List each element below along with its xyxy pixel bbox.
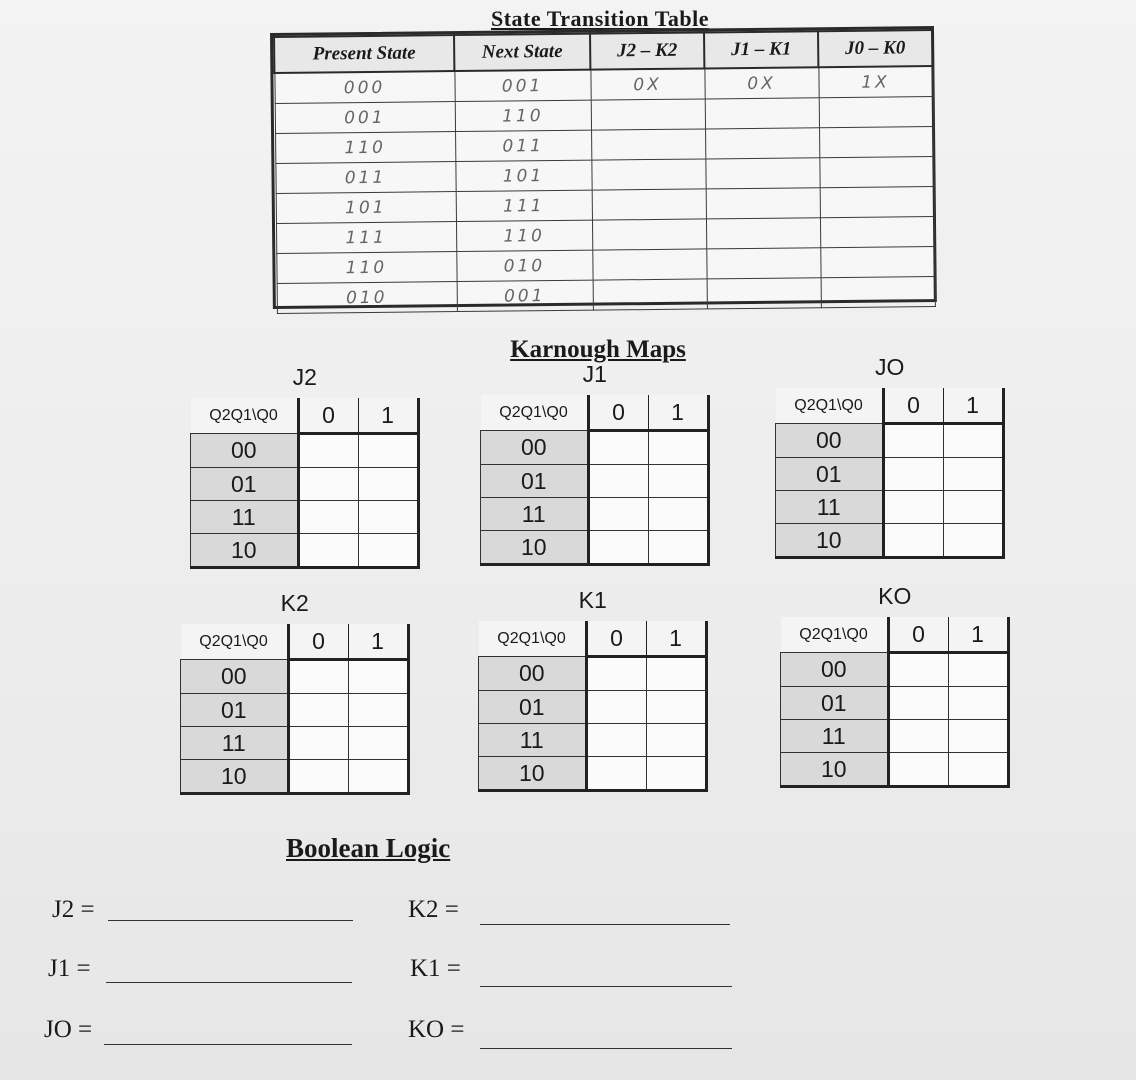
kmap-col-header: 1 (948, 617, 1008, 653)
kmap-label: K2 (280, 590, 309, 616)
kmap-cell[interactable] (298, 534, 358, 568)
present-state-cell: 111 (276, 222, 456, 254)
kmap-cell[interactable] (883, 491, 943, 524)
excitation-cell[interactable] (591, 129, 705, 160)
kmap-corner-label: Q2Q1\Q0 (781, 617, 889, 653)
kmap-col-header: 0 (888, 617, 948, 653)
kmap-cell[interactable] (586, 657, 646, 691)
kmap-cell[interactable] (348, 660, 408, 694)
kmap-cell[interactable] (648, 431, 708, 465)
header-next-state: Next State (454, 34, 590, 71)
excitation-cell[interactable] (705, 128, 819, 159)
kmap-cell[interactable] (948, 753, 1008, 787)
kmap-cell[interactable] (646, 757, 706, 791)
kmap-row-header: 10 (191, 534, 299, 568)
kmap-row-header: 00 (181, 660, 289, 694)
kmap-row-header: 01 (776, 458, 884, 491)
excitation-cell[interactable] (705, 98, 819, 129)
kmap-corner-label: Q2Q1\Q0 (481, 395, 589, 431)
excitation-cell[interactable] (592, 219, 706, 250)
kmap-cell[interactable] (358, 534, 418, 568)
kmap-cell[interactable] (948, 653, 1008, 687)
present-state-cell: 010 (277, 282, 457, 314)
next-state-cell: 001 (454, 70, 590, 102)
kmap-col-header: 1 (648, 395, 708, 431)
kmap-cell[interactable] (648, 531, 708, 565)
kmap-cell[interactable] (298, 434, 358, 468)
excitation-cell[interactable] (593, 279, 707, 310)
kmap-cell[interactable] (358, 434, 418, 468)
kmap-row-header: 10 (781, 753, 889, 787)
kmap-row-header: 01 (191, 468, 299, 501)
state-transition-table (270, 26, 937, 309)
present-state-cell: 110 (275, 132, 455, 164)
kmap-row-header: 11 (481, 498, 589, 531)
next-state-cell: 010 (456, 250, 592, 281)
kmap-row-header: 01 (481, 465, 589, 498)
kmap-col-header: 0 (588, 395, 648, 431)
kmap-cell[interactable] (288, 694, 348, 727)
kmap-corner-label: Q2Q1\Q0 (191, 398, 299, 434)
kmap-col-header: 0 (586, 621, 646, 657)
kmap-row-header: 11 (781, 720, 889, 753)
eq-k2-label: K2 = (408, 896, 459, 923)
kmap-row-header: 11 (776, 491, 884, 524)
kmap-cell[interactable] (586, 724, 646, 757)
present-state-cell: 110 (276, 252, 456, 284)
kmap-col-header: 0 (883, 388, 943, 424)
kmap-cell[interactable] (646, 691, 706, 724)
excitation-cell[interactable] (819, 127, 933, 158)
next-state-cell: 011 (455, 130, 591, 161)
kmap-cell[interactable] (948, 720, 1008, 753)
present-state-cell: 101 (276, 192, 456, 224)
excitation-cell[interactable] (819, 157, 933, 188)
kmap-cell[interactable] (943, 524, 1003, 558)
kmap-row-header: 00 (776, 424, 884, 458)
present-state-cell: 011 (275, 162, 455, 194)
kmap-cell[interactable] (646, 724, 706, 757)
eq-j0-answer-line[interactable] (104, 1044, 352, 1045)
eq-j0-label: JO = (44, 1016, 93, 1043)
eq-j1-answer-line[interactable] (106, 982, 352, 983)
kmap-label: K1 (578, 587, 607, 613)
kmap-cell[interactable] (588, 465, 648, 498)
kmap-col-header: 0 (288, 624, 348, 660)
header-present-state: Present State (274, 35, 454, 73)
kmap-cell[interactable] (883, 524, 943, 558)
present-state-cell: 000 (274, 71, 454, 103)
kmap-j2 (190, 364, 420, 569)
excitation-cell[interactable] (820, 217, 934, 248)
kmap-cell[interactable] (358, 468, 418, 501)
excitation-cell[interactable] (820, 187, 934, 218)
excitation-cell[interactable]: 0X (590, 68, 704, 100)
excitation-cell[interactable] (706, 218, 820, 249)
eq-k1-answer-line[interactable] (480, 986, 732, 987)
kmap-cell[interactable] (883, 458, 943, 491)
next-state-cell: 111 (456, 190, 592, 221)
kmap-corner-label: Q2Q1\Q0 (181, 624, 289, 660)
kmap-cell[interactable] (288, 760, 348, 794)
kmap-row-header: 11 (181, 727, 289, 760)
kmap-k2 (180, 590, 410, 795)
excitation-cell[interactable] (819, 97, 933, 128)
header-j0-k0: J0 – K0 (818, 30, 932, 67)
state-table-title: State Transition Table (490, 6, 709, 31)
kmap-col-header: 1 (358, 398, 418, 434)
kmap-cell[interactable] (288, 727, 348, 760)
present-state-cell: 001 (275, 102, 455, 134)
kmap-cell[interactable] (648, 465, 708, 498)
boolean-logic-title: Boolean Logic (286, 833, 451, 863)
eq-j1-label: J1 = (48, 955, 91, 982)
kmap-cell[interactable] (943, 491, 1003, 524)
kmap-col-header: 1 (646, 621, 706, 657)
kmap-cell[interactable] (588, 498, 648, 531)
kmap-row-header: 00 (781, 653, 889, 687)
kmap-label: J1 (582, 361, 607, 387)
excitation-cell[interactable]: 1X (818, 66, 932, 98)
kmap-cell[interactable] (298, 468, 358, 501)
kmap-cell[interactable] (586, 757, 646, 791)
kmap-label: KO (878, 583, 912, 609)
kmap-row-header: 11 (191, 501, 299, 534)
kmap-j0 (775, 354, 1005, 559)
kmap-label: J2 (292, 364, 317, 390)
kmap-corner-label: Q2Q1\Q0 (776, 388, 884, 424)
excitation-cell[interactable] (591, 159, 705, 190)
kmap-row-header: 01 (781, 687, 889, 720)
excitation-cell[interactable]: 0X (704, 67, 818, 99)
kmap-col-header: 0 (298, 398, 358, 434)
kmap-row-header: 01 (181, 694, 289, 727)
excitation-cell[interactable] (591, 99, 705, 130)
kmap-cell[interactable] (888, 753, 948, 787)
kmap-cell[interactable] (888, 720, 948, 753)
header-j1-k1: J1 – K1 (704, 31, 818, 68)
kmap-cell[interactable] (288, 660, 348, 694)
kmap-cell[interactable] (298, 501, 358, 534)
excitation-cell[interactable] (706, 188, 820, 219)
eq-k0-label: KO = (408, 1016, 465, 1043)
kmap-cell[interactable] (948, 687, 1008, 720)
kmap-cell[interactable] (883, 424, 943, 458)
state-row (277, 277, 935, 314)
kmap-cell[interactable] (348, 694, 408, 727)
eq-k0-answer-line[interactable] (480, 1048, 732, 1049)
kmap-row-header: 01 (479, 691, 587, 724)
eq-k2-answer-line[interactable] (480, 924, 730, 925)
kmap-cell[interactable] (648, 498, 708, 531)
kmap-cell[interactable] (588, 531, 648, 565)
kmap-cell[interactable] (646, 657, 706, 691)
kmap-row-header: 10 (776, 524, 884, 558)
kmap-row-header: 11 (479, 724, 587, 757)
kmap-row-header: 00 (481, 431, 589, 465)
next-state-cell: 110 (456, 220, 592, 251)
kmap-cell[interactable] (943, 458, 1003, 491)
kmap-cell[interactable] (358, 501, 418, 534)
kmap-row-header: 10 (481, 531, 589, 565)
kmap-col-header: 1 (348, 624, 408, 660)
kmap-cell[interactable] (348, 727, 408, 760)
header-j2-k2: J2 – K2 (590, 32, 704, 69)
excitation-cell[interactable] (705, 158, 819, 189)
next-state-cell: 001 (457, 280, 593, 311)
excitation-cell[interactable] (592, 249, 706, 280)
eq-j2-answer-line[interactable] (108, 920, 353, 921)
kmap-k1 (478, 587, 708, 792)
excitation-cell[interactable] (706, 248, 820, 279)
kmap-col-header: 1 (943, 388, 1003, 424)
eq-k1-label: K1 = (410, 955, 461, 982)
eq-j2-label: J2 = (52, 896, 95, 923)
kmap-cell[interactable] (888, 687, 948, 720)
kmap-row-header: 10 (181, 760, 289, 794)
kmap-corner-label: Q2Q1\Q0 (479, 621, 587, 657)
next-state-cell: 110 (455, 100, 591, 131)
kmap-j1 (480, 361, 710, 566)
kmap-row-header: 10 (479, 757, 587, 791)
kmap-cell[interactable] (348, 760, 408, 794)
excitation-cell[interactable] (820, 247, 934, 278)
next-state-cell: 101 (455, 160, 591, 191)
excitation-cell[interactable] (707, 278, 821, 309)
kmap-label: JO (875, 354, 905, 380)
kmap-row-header: 00 (191, 434, 299, 468)
kmap-cell[interactable] (888, 653, 948, 687)
kmap-cell[interactable] (943, 424, 1003, 458)
kmap-cell[interactable] (586, 691, 646, 724)
kmap-k0 (780, 583, 1010, 788)
kmap-cell[interactable] (588, 431, 648, 465)
karnaugh-title: Karnough Maps (510, 336, 686, 363)
kmap-row-header: 00 (479, 657, 587, 691)
excitation-cell[interactable] (821, 277, 935, 308)
excitation-cell[interactable] (592, 189, 706, 220)
